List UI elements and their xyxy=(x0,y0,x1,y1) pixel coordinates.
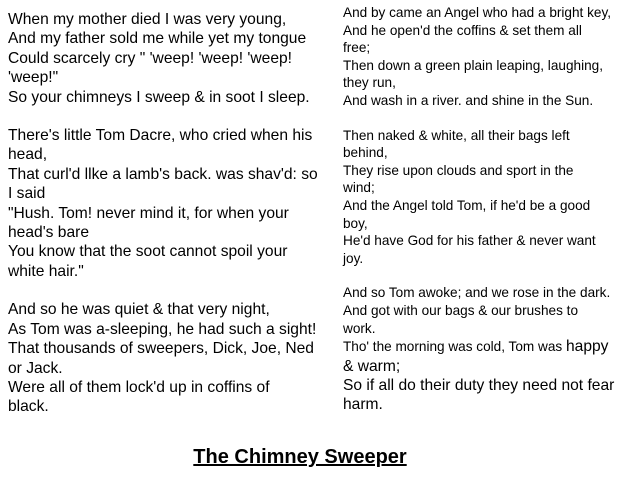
poem-line: So your chimneys I sweep & in soot I sleep. xyxy=(8,88,310,106)
poem-line: And so he was quiet & that very night, xyxy=(8,301,270,319)
poem-line: When my mother died I was very young, xyxy=(8,11,287,28)
stanza-5 xyxy=(343,127,635,268)
poem-line: That curl'd llke a lamb's back. was shav'd: so xyxy=(8,165,318,183)
poem-line: they run, xyxy=(343,75,396,91)
poem-line: Were all of them lock'd up in coffins of xyxy=(8,378,270,396)
stanza-1 xyxy=(8,10,338,107)
poem-right-column xyxy=(343,4,635,415)
poem-line: As Tom was a-sleeping, he had such a sight! xyxy=(8,320,317,338)
poem-line: And wash in a river. and shine in the Sun. xyxy=(343,92,594,108)
poem-line: white hair." xyxy=(8,262,84,280)
poem-line-start: Tho' the morning was cold, Tom was xyxy=(343,339,566,355)
poem-line: Could scarcely cry " 'weep! 'weep! 'weep! xyxy=(8,49,293,67)
stanza-6-continued xyxy=(343,337,635,415)
poem-line: That thousands of sweepers, Dick, Joe, Ned xyxy=(8,340,314,358)
poem-line: behind, xyxy=(343,145,388,161)
poem-line: head's bare xyxy=(8,224,90,242)
poem-line: And he open'd the coffins & set them all xyxy=(343,22,582,38)
poem-line: You know that the soot cannot spoil your xyxy=(8,243,288,261)
poem-line: He'd have God for his father & never want xyxy=(343,233,596,249)
stanza-3 xyxy=(8,300,338,416)
stanza-2 xyxy=(8,126,338,281)
poem-line: And got with our bags & our brushes to xyxy=(343,302,579,318)
poem-line: And so Tom awoke; and we rose in the dark. xyxy=(343,285,611,301)
poem-line: harm. xyxy=(343,396,383,414)
poem-line: Then naked & white, all their bags left xyxy=(343,127,570,143)
poem-line: black. xyxy=(8,398,49,416)
poem-line: 'weep!" xyxy=(8,69,59,87)
poem-line: And by came an Angel who had a bright key, xyxy=(343,5,612,20)
poem-line: free; xyxy=(343,40,371,56)
poem-word-happy: happy xyxy=(565,338,609,356)
poem-line xyxy=(343,337,635,356)
stanza-4 xyxy=(343,4,635,110)
poem-line: I said xyxy=(8,185,46,203)
poem-line: joy. xyxy=(343,250,364,266)
stanza-6 xyxy=(343,284,635,337)
poem-line: So if all do their duty they need not fear xyxy=(343,376,615,394)
poem-line: And my father sold me while yet my tongue xyxy=(8,30,307,48)
poem-line: There's little Tom Dacre, who cried when his xyxy=(8,127,313,145)
poem-line: boy, xyxy=(343,215,368,231)
poem-line: Then down a green plain leaping, laughing, xyxy=(343,57,603,73)
poem-left-column xyxy=(8,10,338,436)
poem-line: And the Angel told Tom, if he'd be a good xyxy=(343,197,591,213)
poem-line: head, xyxy=(8,146,48,164)
poem-line: They rise upon clouds and sport in the xyxy=(343,162,574,178)
poem-line: or Jack. xyxy=(8,359,63,377)
poem-line: & warm; xyxy=(343,357,401,375)
poem-line: wind; xyxy=(343,180,375,196)
poem-line: work. xyxy=(343,320,376,336)
poem-line: "Hush. Tom! never mind it, for when your xyxy=(8,204,289,222)
page-title: The Chimney Sweeper xyxy=(193,446,407,468)
